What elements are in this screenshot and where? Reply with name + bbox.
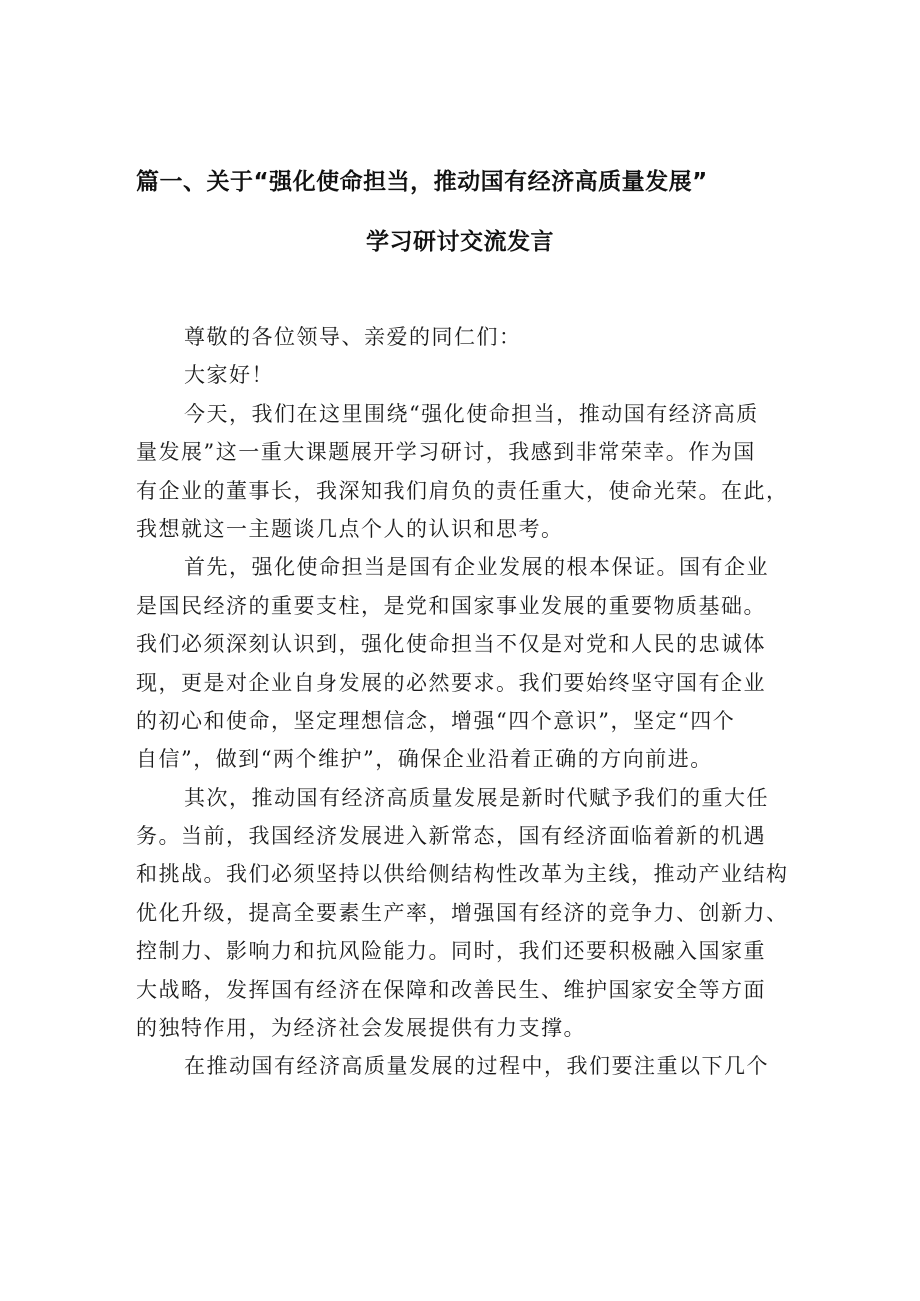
paragraph-line: 今天，我们在这里围绕“强化使命担当，推动国有经济高质	[184, 401, 759, 426]
salutation: 尊敬的各位领导、亲爱的同仁们：	[184, 325, 522, 349]
document-title-line-2: 学习研讨交流发言	[366, 229, 554, 255]
paragraph-line: 我想就这一主题谈几点个人的认识和思考。	[136, 516, 564, 541]
paragraph-line: 我们必须深刻认识到，强化使命担当不仅是对党和人民的忠诚体	[136, 632, 766, 657]
paragraph-line: 其次，推动国有经济高质量发展是新时代赋予我们的重大任	[184, 785, 769, 810]
document-body	[136, 318, 790, 1086]
paragraph-line: 务。当前，我国经济发展进入新常态，国有经济面临着新的机遇	[136, 824, 766, 849]
paragraph-line: 有企业的董事长，我深知我们肩负的责任重大，使命光荣。在此，	[136, 478, 789, 503]
paragraph-line: 现，更是对企业自身发展的必然要求。我们要始终坚守国有企业	[136, 670, 766, 695]
paragraph-line: 和挑战。我们必须坚持以供给侧结构性改革为主线，推动产业结构	[136, 862, 789, 887]
paragraph-line: 的独特作用，为经济社会发展提供有力支撑。	[136, 1016, 586, 1041]
paragraph-line: 量发展”这一重大课题展开学习研讨，我感到非常荣幸。作为国	[136, 440, 756, 465]
paragraph-line: 自信”，做到“两个维护”，确保企业沿着正确的方向前进。	[136, 747, 713, 772]
greeting: 大家好！	[184, 363, 274, 388]
paragraph-line: 在推动国有经济高质量发展的过程中，我们要注重以下几个	[184, 1054, 769, 1079]
paragraph-line: 优化升级，提高全要素生产率，增强国有经济的竞争力、创新力、	[136, 900, 789, 925]
paragraph-line: 是国民经济的重要支柱，是党和国家事业发展的重要物质基础。	[136, 593, 766, 618]
paragraph-line: 首先，强化使命担当是国有企业发展的根本保证。国有企业	[184, 555, 769, 580]
document-title-line-1: 篇一、关于“强化使命担当，推动国有经济高质量发展”	[136, 169, 708, 195]
paragraph-line: 控制力、影响力和抗风险能力。同时，我们还要积极融入国家重	[136, 939, 766, 964]
paragraph-line: 的初心和使命，坚定理想信念，增强“四个意识”，坚定“四个	[136, 708, 736, 733]
paragraph-line: 大战略，发挥国有经济在保障和改善民生、维护国家安全等方面	[136, 977, 766, 1002]
